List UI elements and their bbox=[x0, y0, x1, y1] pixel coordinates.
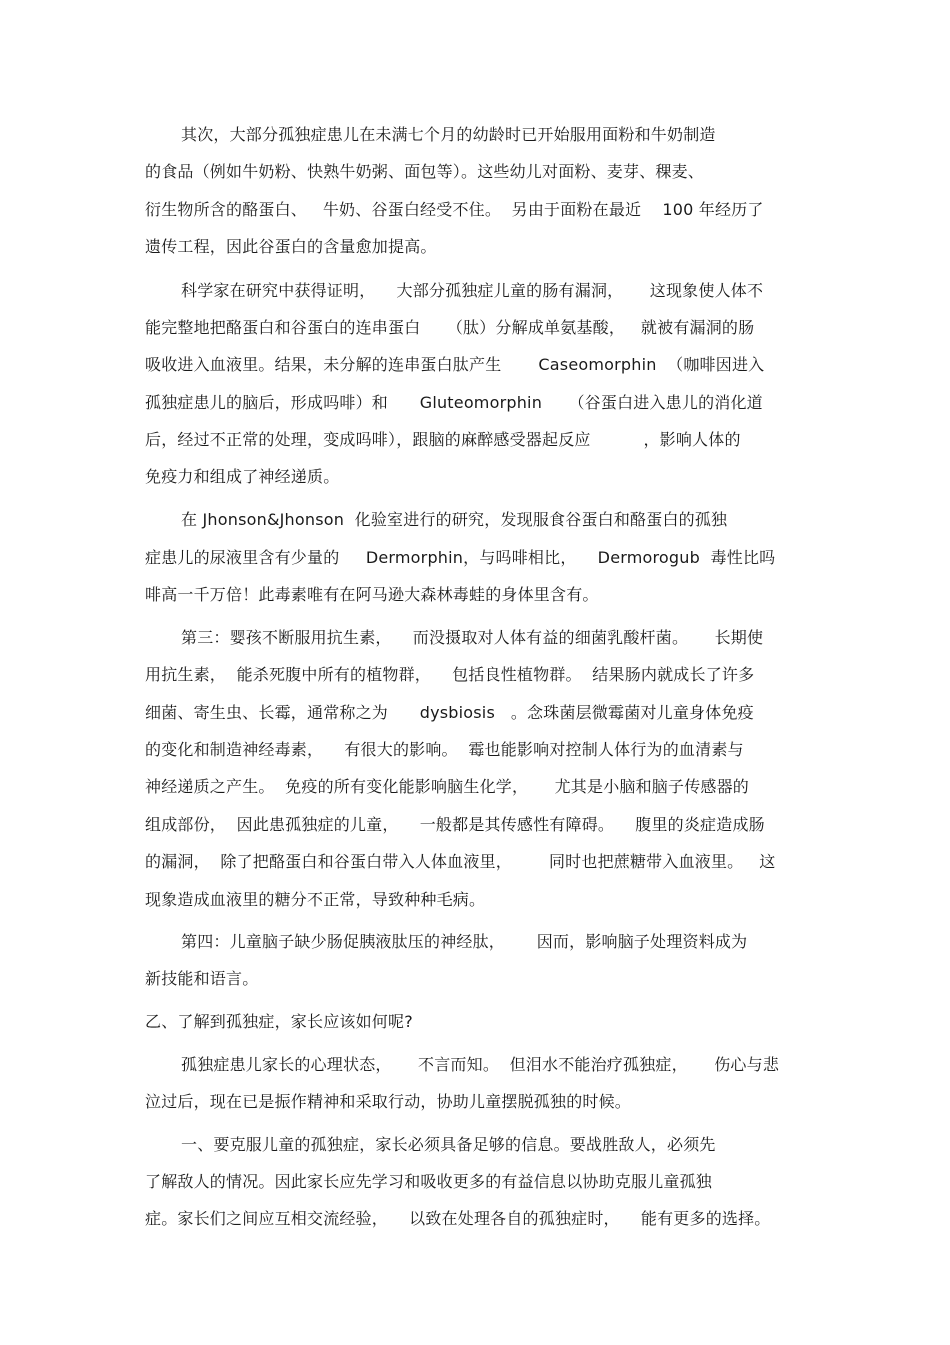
text-line: 其次，大部分孤独症患儿在未满七个月的幼龄时已开始服用面粉和牛奶制造 bbox=[181, 125, 716, 144]
text-line: 用抗生素， 能杀死腹中所有的植物群， 包括良性植物群。 结果肠内就成长了许多 bbox=[145, 665, 755, 684]
text-line: 了解敌人的情况。因此家长应先学习和吸收更多的有益信息以协助克服儿童孤独 bbox=[145, 1172, 713, 1191]
text-line: 组成部份， 因此患孤独症的儿童， 一般都是其传感性有障碍。 腹里的炎症造成肠 bbox=[145, 815, 765, 834]
text-line: 的漏洞， 除了把酪蛋白和谷蛋白带入人体血液里， 同时也把蔗糖带入血液里。 这 bbox=[145, 852, 776, 871]
text-line: 啡高一千万倍！此毒素唯有在阿马逊大森林毒蛙的身体里含有。 bbox=[145, 585, 599, 604]
text-line: 症患儿的尿液里含有少量的 Dermorphin，与吗啡相比， Dermorogub 毒性比吗 bbox=[145, 548, 776, 567]
text-line: 的变化和制造神经毒素， 有很大的影响。 霉也能影响对控制人体行为的血清素与 bbox=[145, 740, 744, 759]
text-line: 衍生物所含的酪蛋白、 牛奶、谷蛋白经受不住。 另由于面粉在最近 100 年经历了 bbox=[145, 200, 764, 219]
text-line: 吸收进入血液里。结果，未分解的连串蛋白肽产生 Caseomorphin （咖啡因进入 bbox=[145, 355, 765, 374]
text-line: 一、要克服儿童的孤独症，家长必须具备足够的信息。要战胜敌人，必须先 bbox=[181, 1135, 716, 1154]
section-heading: 乙、了解到孤独症，家长应该如何呢? bbox=[145, 1012, 413, 1031]
text-line: 后，经过不正常的处理，变成吗啡），跟脑的麻醉感受器起反应 ，影响人体的 bbox=[145, 430, 741, 449]
text-line: 孤独症患儿家长的心理状态， 不言而知。 但泪水不能治疗孤独症， 伤心与悲 bbox=[181, 1055, 780, 1074]
text-line: 第三：婴孩不断服用抗生素， 而没摄取对人体有益的细菌乳酸杆菌。 长期使 bbox=[181, 628, 764, 647]
text-line: 神经递质之产生。 免疫的所有变化能影响脑生化学， 尤其是小脑和脑子传感器的 bbox=[145, 777, 750, 796]
text-line: 能完整地把酪蛋白和谷蛋白的连串蛋白 （肽）分解成单氨基酸， 就被有漏洞的肠 bbox=[145, 318, 755, 337]
text-line: 新技能和语言。 bbox=[145, 969, 259, 988]
text-line: 第四：儿童脑子缺少肠促胰液肽压的神经肽， 因而，影响脑子处理资料成为 bbox=[181, 932, 748, 951]
text-line: 孤独症患儿的脑后，形成吗啡）和 Gluteomorphin （谷蛋白进入患儿的消化道 bbox=[145, 393, 763, 412]
text-line: 泣过后，现在已是振作精神和采取行动，协助儿童摆脱孤独的时候。 bbox=[145, 1092, 632, 1111]
text-line: 免疫力和组成了神经递质。 bbox=[145, 467, 340, 486]
text-line: 症。家长们之间应互相交流经验， 以致在处理各自的孤独症时， 能有更多的选择。 bbox=[145, 1209, 771, 1228]
text-line: 的食品（例如牛奶粉、快熟牛奶粥、面包等）。这些幼儿对面粉、麦芽、稞麦、 bbox=[145, 162, 705, 181]
text-line: 现象造成血液里的糖分不正常，导致种种毛病。 bbox=[145, 890, 486, 909]
text-line: 科学家在研究中获得证明， 大部分孤独症儿童的肠有漏洞， 这现象使人体不 bbox=[181, 281, 764, 300]
text-line: 在 Jhonson&Jhonson 化验室进行的研究，发现服食谷蛋白和酪蛋白的孤独 bbox=[181, 510, 728, 529]
text-line: 细菌、寄生虫、长霉，通常称之为 dysbiosis 。念珠菌层微霉菌对儿童身体免疫 bbox=[145, 703, 754, 722]
text-line: 遗传工程，因此谷蛋白的含量愈加提高。 bbox=[145, 237, 437, 256]
